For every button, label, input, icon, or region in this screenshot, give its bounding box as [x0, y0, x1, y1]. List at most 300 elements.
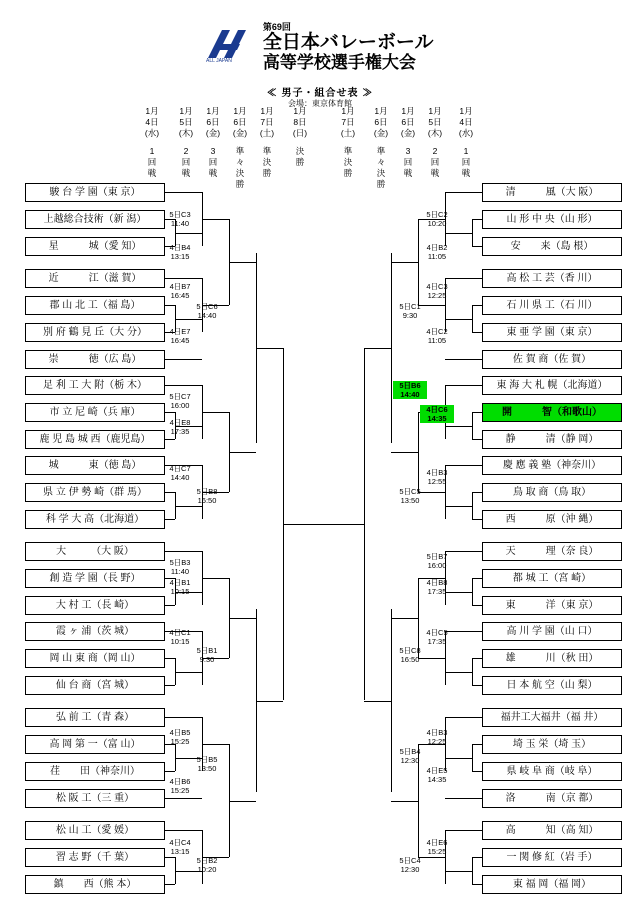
match-id: 5日C8 [399, 646, 421, 655]
match-time: 9:30 [402, 311, 418, 320]
team-right-7[interactable]: 東 海 大 札 幌（北海道） [482, 376, 622, 395]
left-bye-2 [175, 359, 202, 360]
col-day: 6日 [206, 117, 220, 127]
match-right-6[interactable] [420, 405, 454, 423]
right-stub-21 [472, 771, 482, 772]
round-line: 回 [181, 157, 191, 167]
right-stub-10 [472, 465, 482, 466]
team-right-12[interactable]: 西 原（沖 縄） [482, 510, 622, 529]
right-stub-1 [472, 219, 482, 220]
right-qf-h-1 [364, 701, 391, 702]
match-id: 4日C7 [169, 464, 191, 473]
column-header-5 [283, 106, 317, 168]
match-time: 13:50 [400, 496, 420, 505]
match-id: 5日B3 [169, 558, 191, 567]
match-time: 13:15 [170, 847, 190, 856]
right-stub-9 [472, 439, 482, 440]
round-line: 決 [235, 168, 245, 178]
right-stub-12 [472, 519, 482, 520]
round-line: 準 [235, 146, 245, 156]
match-id: 4日E6 [426, 838, 448, 847]
match-right-3[interactable] [393, 302, 427, 320]
match-time: 16:45 [170, 336, 190, 345]
right-r1-h-5 [445, 672, 472, 673]
right-stub-3 [472, 278, 482, 279]
left-r3-h-2 [229, 618, 256, 619]
match-right-4[interactable] [420, 327, 454, 345]
team-left-10[interactable]: 城 東（徳 島） [25, 456, 165, 475]
round-line: 勝 [262, 168, 272, 178]
round-line: 1 [149, 146, 155, 156]
match-time: 14:40 [400, 390, 420, 399]
col-weekday: (木) [178, 128, 194, 138]
match-time: 17:35 [170, 427, 190, 436]
team-left-8[interactable]: 市 立 尼 崎（兵 庫） [25, 403, 165, 422]
match-time: 12:25 [427, 737, 447, 746]
match-id: 4日C1 [169, 628, 191, 637]
right-r3-h-3 [391, 801, 418, 802]
match-id: 4日B8 [426, 578, 448, 587]
match-time: 9:30 [199, 655, 215, 664]
right-qf-v-0 [391, 253, 392, 443]
tournament-logo [206, 28, 252, 67]
match-left-3[interactable] [190, 302, 224, 320]
col-month: 1月 [293, 106, 307, 116]
right-r1-v-4 [472, 578, 473, 605]
right-r1-v-2 [472, 412, 473, 439]
team-right-0[interactable]: 清 風（大 阪） [482, 183, 622, 202]
match-right-15[interactable] [420, 766, 454, 784]
round-line: 決 [262, 157, 272, 167]
match-id: 5日B8 [196, 487, 218, 496]
left-stub-17 [165, 658, 175, 659]
left-r3-h-0 [229, 262, 256, 263]
team-left-19[interactable]: 弘 前 工（青 森） [25, 708, 165, 727]
team-right-6[interactable]: 佐 賀 商（佐 賀） [482, 350, 622, 369]
match-id: 4日E7 [169, 327, 191, 336]
right-bye-4 [445, 465, 472, 466]
col-month: 1月 [145, 106, 159, 116]
match-id: 5日C1 [399, 302, 421, 311]
match-right-12[interactable] [393, 646, 427, 664]
right-stub-0 [472, 192, 482, 193]
right-stub-18 [472, 685, 482, 686]
right-bye-9 [445, 830, 472, 831]
team-left-0[interactable]: 駿 台 学 園（東 京） [25, 183, 165, 202]
right-stub-11 [472, 492, 482, 493]
round-line: 回 [430, 157, 440, 167]
col-weekday: (日) [292, 128, 308, 138]
col-day: 4日 [145, 117, 159, 127]
right-r1-v-3 [472, 492, 473, 519]
match-left-1[interactable] [163, 243, 197, 261]
match-id: 5日C4 [399, 856, 421, 865]
team-right-23[interactable]: 高 知（高 知） [482, 821, 622, 840]
svg-text:ALL JAPAN: ALL JAPAN [206, 57, 233, 62]
left-r3-h-3 [229, 801, 256, 802]
right-bye-7 [445, 717, 472, 718]
match-left-0[interactable] [163, 210, 197, 228]
match-time: 12:55 [427, 477, 447, 486]
match-id: 4日B4 [169, 243, 191, 252]
match-left-15[interactable] [163, 777, 197, 795]
match-right-9[interactable] [420, 552, 454, 570]
page-header [0, 22, 640, 72]
right-stub-2 [472, 246, 482, 247]
round-line: 戦 [403, 168, 413, 178]
team-right-22[interactable]: 洛 南（京 都） [482, 789, 622, 808]
match-left-17[interactable] [190, 856, 224, 874]
team-right-2[interactable]: 安 来（島 根） [482, 237, 622, 256]
left-stub-4 [165, 305, 175, 306]
match-time: 10:15 [170, 587, 190, 596]
round-line: 回 [208, 157, 218, 167]
col-weekday: (土) [340, 128, 356, 138]
team-right-5[interactable]: 東 亜 学 園（東 京） [482, 323, 622, 342]
match-left-14[interactable] [190, 755, 224, 773]
right-stub-6 [472, 359, 482, 360]
round-line: 回 [461, 157, 471, 167]
left-r2-h-6 [202, 744, 229, 745]
left-stub-25 [165, 884, 175, 885]
col-day: 5日 [179, 117, 193, 127]
team-left-7[interactable]: 足 利 工 大 附（栃 木） [25, 376, 165, 395]
match-right-0[interactable] [420, 210, 454, 228]
match-id: 5日C2 [426, 210, 448, 219]
right-r1-h-0 [445, 233, 472, 234]
team-right-14[interactable]: 都 城 工（宮 崎） [482, 569, 622, 588]
right-r1-v-1 [472, 305, 473, 332]
round-line: 勝 [376, 179, 386, 189]
right-bye-0 [445, 192, 472, 193]
team-left-2[interactable]: 星 城（愛 知） [25, 237, 165, 256]
right-qf-v-1 [391, 609, 392, 792]
match-left-9[interactable] [163, 558, 197, 576]
match-id: 5日B7 [426, 552, 448, 561]
match-left-7[interactable] [163, 464, 197, 482]
left-stub-3 [165, 278, 175, 279]
team-left-16[interactable]: 霞 ヶ 浦（茨 城） [25, 622, 165, 641]
match-id: 4日B5 [169, 728, 191, 737]
match-right-17[interactable] [393, 856, 427, 874]
left-stub-11 [165, 492, 175, 493]
right-stub-13 [472, 551, 482, 552]
left-r3-h-1 [229, 452, 256, 453]
right-r1-v-6 [472, 744, 473, 771]
left-r1-h-0 [175, 233, 202, 234]
edition-label: 第69回 [262, 22, 291, 32]
right-stub-23 [472, 830, 482, 831]
match-id: 5日B6 [399, 381, 421, 390]
right-r1-v-5 [472, 658, 473, 685]
match-time: 10:20 [197, 865, 217, 874]
match-id: 4日E8 [169, 418, 191, 427]
round-line: 3 [405, 146, 411, 156]
team-left-18[interactable]: 仙 台 商（宮 城） [25, 676, 165, 695]
col-round [250, 146, 284, 179]
team-right-24[interactable]: 一 関 修 紅（岩 手） [482, 848, 622, 867]
match-left-6[interactable] [163, 418, 197, 436]
match-left-10[interactable] [163, 578, 197, 596]
column-header-10 [449, 106, 483, 179]
round-line: 2 [432, 146, 438, 156]
right-stub-25 [472, 884, 482, 885]
team-left-13[interactable]: 大 （大 阪） [25, 542, 165, 561]
right-stub-20 [472, 744, 482, 745]
match-id: 4日C5 [426, 628, 448, 637]
round-line: 決 [343, 157, 353, 167]
left-r1-h-5 [175, 672, 202, 673]
round-line: 準 [262, 146, 272, 156]
match-left-11[interactable] [163, 628, 197, 646]
match-right-11[interactable] [420, 628, 454, 646]
left-bye-3 [175, 385, 202, 386]
right-r3-v-0 [418, 219, 419, 305]
left-bye-7 [175, 717, 202, 718]
match-time: 12:25 [427, 291, 447, 300]
team-left-23[interactable]: 松 山 工（愛 媛） [25, 821, 165, 840]
match-time: 13:50 [197, 764, 217, 773]
match-time: 11:05 [427, 336, 447, 345]
left-stub-23 [165, 830, 175, 831]
col-month: 1月 [206, 106, 220, 116]
team-left-6[interactable]: 崇 徳（広 島） [25, 350, 165, 369]
team-right-9[interactable]: 静 清（静 岡） [482, 430, 622, 449]
team-right-25[interactable]: 東 福 岡（福 岡） [482, 875, 622, 894]
col-month: 1月 [179, 106, 193, 116]
right-r3-h-1 [391, 452, 418, 453]
right-stub-5 [472, 332, 482, 333]
match-id: 4日C3 [426, 282, 448, 291]
match-right-5[interactable] [393, 381, 427, 399]
team-right-18[interactable]: 日 本 航 空（山 梨） [482, 676, 622, 695]
match-time: 17:35 [427, 637, 447, 646]
title-line1: 全日本バレーボール [262, 32, 434, 53]
left-bye-0 [175, 192, 202, 193]
team-right-15[interactable]: 東 洋（東 京） [482, 596, 622, 615]
team-right-17[interactable]: 雄 川（秋 田） [482, 649, 622, 668]
left-stub-9 [165, 439, 175, 440]
right-r1-v-7 [472, 857, 473, 884]
round-line: 決 [295, 146, 305, 156]
col-round [449, 146, 483, 179]
match-right-16[interactable] [420, 838, 454, 856]
team-left-15[interactable]: 大 村 工（長 崎） [25, 596, 165, 615]
left-qf-h-0 [256, 348, 283, 349]
team-left-22[interactable]: 松 阪 工（三 重） [25, 789, 165, 808]
match-time: 12:30 [400, 756, 420, 765]
match-time: 11:40 [170, 219, 190, 228]
team-left-12[interactable]: 科 学 大 高（北海道） [25, 510, 165, 529]
round-line: 勝 [343, 168, 353, 178]
match-left-5[interactable] [163, 392, 197, 410]
match-id: 5日C7 [169, 392, 191, 401]
left-stub-15 [165, 605, 175, 606]
round-line: 決 [376, 168, 386, 178]
title-line2: 高等学校選手権大会 [262, 53, 416, 72]
team-right-8[interactable]: 開 智（和歌山） [482, 403, 622, 422]
right-bye-8 [445, 798, 472, 799]
team-right-1[interactable]: 山 形 中 央（山 形） [482, 210, 622, 229]
round-line: 回 [147, 157, 157, 167]
team-left-14[interactable]: 創 造 学 園（長 野） [25, 569, 165, 588]
team-left-3[interactable]: 近 江（滋 賀） [25, 269, 165, 288]
match-id: 5日C6 [196, 302, 218, 311]
venue-label: 会場：東京体育館 [288, 99, 352, 108]
round-line: 戦 [430, 168, 440, 178]
match-time: 14:35 [427, 414, 447, 423]
col-day: 7日 [260, 117, 274, 127]
team-left-17[interactable]: 岡 山 東 商（岡 山） [25, 649, 165, 668]
match-id: 4日B6 [169, 777, 191, 786]
col-round [135, 146, 169, 179]
match-id: 4日E5 [426, 766, 448, 775]
right-stub-4 [472, 305, 482, 306]
round-line: 戦 [181, 168, 191, 178]
match-time: 10:20 [427, 219, 447, 228]
right-stub-7 [472, 385, 482, 386]
col-weekday: (水) [144, 128, 160, 138]
header-titles [263, 22, 434, 72]
round-line: 戦 [461, 168, 471, 178]
match-id: 4日B3 [426, 728, 448, 737]
team-left-4[interactable]: 郡 山 北 工（福 島） [25, 296, 165, 315]
team-right-21[interactable]: 県 岐 阜 商（岐 阜） [482, 762, 622, 781]
col-month: 1月 [233, 106, 247, 116]
round-line: 戦 [208, 168, 218, 178]
team-left-20[interactable]: 高 岡 第 一（富 山） [25, 735, 165, 754]
right-r1-h-2 [445, 426, 472, 427]
match-right-10[interactable] [420, 578, 454, 596]
match-time: 14:35 [427, 775, 447, 784]
match-right-8[interactable] [393, 487, 427, 505]
col-month: 1月 [459, 106, 473, 116]
col-day: 6日 [233, 117, 247, 127]
left-r2-h-4 [202, 578, 229, 579]
match-time: 14:40 [197, 311, 217, 320]
right-r1-h-3 [445, 506, 472, 507]
team-right-11[interactable]: 鳥 取 商（鳥 取） [482, 483, 622, 502]
left-stub-24 [165, 857, 175, 858]
match-id: 5日C5 [399, 487, 421, 496]
right-bye-2 [445, 359, 472, 360]
left-stub-18 [165, 685, 175, 686]
right-bye-3 [445, 385, 472, 386]
right-r3-h-2 [391, 618, 418, 619]
right-r1-v-0 [472, 219, 473, 246]
left-r2-h-0 [202, 219, 229, 220]
team-right-4[interactable]: 石 川 県 工（石 川） [482, 296, 622, 315]
round-line: 勝 [235, 179, 245, 189]
left-bye-9 [175, 830, 202, 831]
col-round [331, 146, 365, 179]
match-right-1[interactable] [420, 243, 454, 261]
left-stub-21 [165, 771, 175, 772]
match-time: 12:30 [400, 865, 420, 874]
right-stub-16 [472, 631, 482, 632]
team-left-5[interactable]: 別 府 鶴 見 丘（大 分） [25, 323, 165, 342]
left-stub-8 [165, 412, 175, 413]
match-right-7[interactable] [420, 468, 454, 486]
team-left-11[interactable]: 県 立 伊 勢 崎（群 馬） [25, 483, 165, 502]
team-left-24[interactable]: 習 志 野（千 葉） [25, 848, 165, 867]
match-id: 5日B4 [399, 747, 421, 756]
team-right-3[interactable]: 高 松 工 芸（香 川） [482, 269, 622, 288]
match-id: 5日C3 [169, 210, 191, 219]
right-r3-h-0 [391, 262, 418, 263]
col-weekday: (土) [259, 128, 275, 138]
match-time: 11:05 [427, 252, 447, 261]
team-left-21[interactable]: 荏 田（神奈川） [25, 762, 165, 781]
team-left-9[interactable]: 鹿 児 島 城 西（鹿児島） [25, 430, 165, 449]
match-right-2[interactable] [420, 282, 454, 300]
match-time: 16:00 [170, 401, 190, 410]
match-left-8[interactable] [190, 487, 224, 505]
right-sf-v [364, 348, 365, 700]
match-time: 15:25 [427, 847, 447, 856]
team-right-20[interactable]: 埼 玉 栄（埼 玉） [482, 735, 622, 754]
right-stub-17 [472, 658, 482, 659]
team-right-10[interactable]: 慶 應 義 塾（神奈川） [482, 456, 622, 475]
left-bye-8 [175, 798, 202, 799]
team-right-19[interactable]: 福井工大福井（福 井） [482, 708, 622, 727]
col-month: 1月 [401, 106, 415, 116]
team-right-16[interactable]: 高 川 学 園（山 口） [482, 622, 622, 641]
left-bye-5 [175, 551, 202, 552]
match-left-4[interactable] [163, 327, 197, 345]
col-day: 8日 [293, 117, 307, 127]
col-day: 7日 [341, 117, 355, 127]
left-stub-13 [165, 551, 175, 552]
final-h [283, 524, 364, 525]
round-line: 1 [463, 146, 469, 156]
round-line: 戦 [147, 168, 157, 178]
match-time: 11:40 [170, 567, 190, 576]
match-left-13[interactable] [163, 728, 197, 746]
left-r2-h-2 [202, 412, 229, 413]
left-r1-h-3 [175, 506, 202, 507]
left-stub-22 [165, 798, 175, 799]
col-month: 1月 [341, 106, 355, 116]
match-time: 16:50 [400, 655, 420, 664]
match-time: 10:15 [170, 637, 190, 646]
team-left-25[interactable]: 鎮 西（熊 本） [25, 875, 165, 894]
right-stub-8 [472, 412, 482, 413]
match-left-2[interactable] [163, 282, 197, 300]
col-round [418, 146, 452, 179]
match-id: 4日B2 [426, 243, 448, 252]
match-left-16[interactable] [163, 838, 197, 856]
col-day: 4日 [459, 117, 473, 127]
round-line: 2 [183, 146, 189, 156]
match-right-13[interactable] [420, 728, 454, 746]
right-r1-h-7 [445, 871, 472, 872]
match-right-14[interactable] [393, 747, 427, 765]
col-month: 1月 [374, 106, 388, 116]
match-id: 4日B1 [169, 578, 191, 587]
round-line: 3 [210, 146, 216, 156]
match-time: 16:00 [427, 561, 447, 570]
right-r1-h-6 [445, 758, 472, 759]
team-left-1[interactable]: 上越総合技術（新 潟） [25, 210, 165, 229]
col-day: 6日 [374, 117, 388, 127]
match-left-12[interactable] [190, 646, 224, 664]
col-month: 1月 [260, 106, 274, 116]
match-time: 16:50 [197, 496, 217, 505]
col-weekday: (金) [205, 128, 221, 138]
team-right-13[interactable]: 天 理（奈 良） [482, 542, 622, 561]
match-id: 5日B5 [196, 755, 218, 764]
